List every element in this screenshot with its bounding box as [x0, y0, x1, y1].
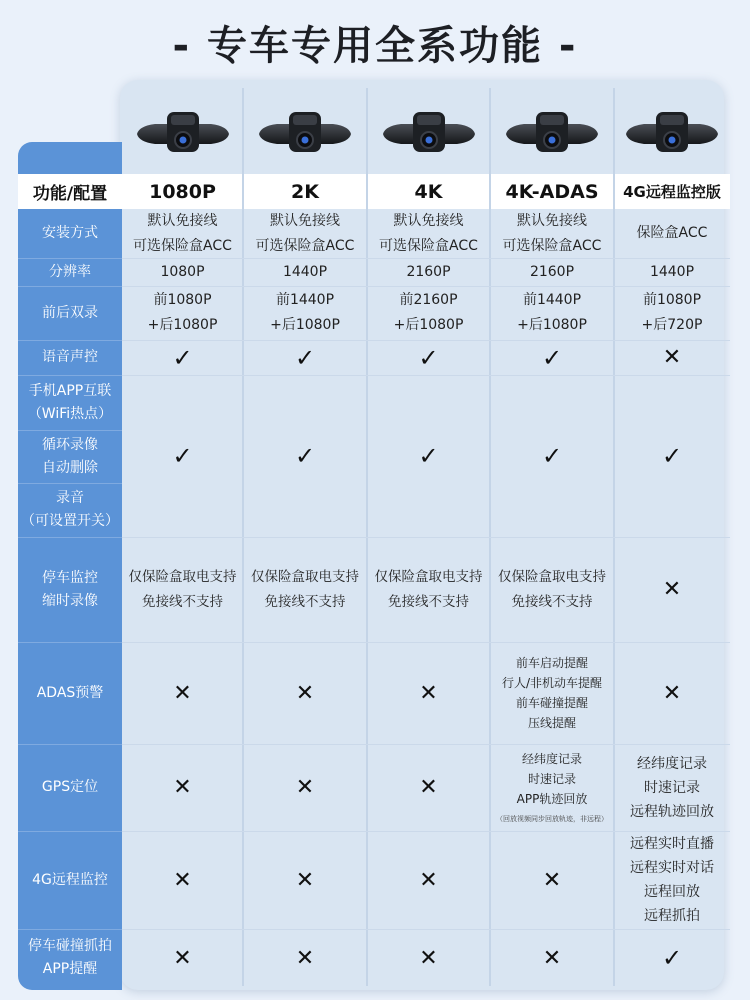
check-icon: ✓: [418, 343, 439, 372]
value-resolution-2: 1440P: [282, 263, 328, 280]
value-remote-4: [490, 831, 614, 929]
check-icon: ✓: [294, 442, 316, 470]
cross-icon: ✕: [295, 867, 315, 893]
value-parking-2: 仅保险盒取电支持 免接线不支持: [251, 568, 359, 610]
row-label-loop: 循环录像 自动删除: [42, 436, 98, 476]
column-header-5: 4G远程监控版: [623, 183, 721, 201]
check-icon: ✓: [172, 343, 193, 372]
value-app-group-3: [367, 375, 490, 537]
column-header-2: 2K: [291, 180, 319, 203]
value-voice-1: [122, 340, 243, 375]
value-parking-1: 仅保险盒取电支持 免接线不支持: [128, 568, 237, 610]
row-label-audio: 录音 （可设置开关）: [21, 490, 119, 529]
cross-icon: ✕: [419, 775, 438, 800]
row-label-dual: 前后双录: [42, 304, 98, 321]
value-adas-3: [367, 642, 490, 744]
value-resolution-4: 2160P: [529, 263, 575, 280]
value-install-4: 默认免接线 可选保险盒ACC: [502, 212, 602, 254]
row-label-remote: 4G远程监控: [32, 871, 108, 888]
row-label-adas: ADAS预警: [36, 684, 104, 701]
cross-icon: ✕: [419, 867, 438, 893]
check-icon: ✓: [661, 944, 683, 972]
row-label-voice: 语音声控: [42, 349, 98, 365]
value-gps-1: [122, 744, 243, 831]
dashcam-icon: [255, 104, 355, 164]
value-install-2: 默认免接线 可选保险盒ACC: [255, 212, 355, 254]
row-label-resolution: 分辨率: [49, 263, 91, 280]
value-install-5: 保险盒ACC: [636, 225, 708, 241]
cross-icon: ✕: [419, 945, 438, 971]
value-adas-2: [243, 642, 367, 744]
check-icon: ✓: [541, 442, 563, 470]
row-label-install: 安装方式: [42, 225, 98, 241]
page-title: - 专车专用全系功能 -: [172, 23, 578, 69]
value-adas-5: [614, 642, 730, 744]
cross-icon: ✕: [295, 945, 315, 971]
dashcam-icon: [379, 104, 479, 164]
value-gps-5: 经纬度记录 时速记录 远程轨迹回放: [630, 755, 714, 820]
check-icon: ✓: [661, 442, 683, 470]
value-gps-3: [367, 744, 490, 831]
value-collision-4: [490, 929, 614, 987]
value-collision-3: [367, 929, 490, 987]
value-dual-4: 前1440P +后1080P: [517, 292, 587, 333]
value-voice-4: [490, 340, 614, 375]
value-remote-5: 远程实时直播 远程实时对话 远程回放 远程抓拍: [630, 836, 714, 924]
check-icon: ✓: [294, 343, 316, 372]
dashcam-icon: [622, 104, 722, 164]
value-parking-3: 仅保险盒取电支持 免接线不支持: [374, 568, 483, 610]
cross-icon: ✕: [295, 680, 315, 706]
dashcam-icon: [133, 104, 233, 164]
column-header-1: 1080P: [149, 180, 216, 203]
cross-icon: ✕: [419, 680, 438, 706]
value-app-group-2: [243, 375, 367, 537]
check-icon: ✓: [172, 442, 193, 470]
value-dual-1: 前1080P +后1080P: [147, 292, 218, 333]
value-voice-5: [614, 340, 730, 375]
cross-icon: ✕: [662, 577, 682, 602]
column-header-3: 4K: [414, 180, 443, 203]
cross-icon: ✕: [295, 775, 315, 800]
value-adas-1: [122, 642, 243, 744]
value-dual-2: 前1440P +后1080P: [270, 292, 340, 333]
cross-icon: ✕: [173, 775, 192, 800]
value-dual-3: 前2160P +后1080P: [393, 292, 464, 333]
value-app-group-1: [122, 375, 243, 537]
check-icon: ✓: [418, 442, 439, 470]
value-voice-2: [243, 340, 367, 375]
value-install-3: 默认免接线 可选保险盒ACC: [379, 212, 478, 254]
value-parking-4: 仅保险盒取电支持 免接线不支持: [498, 568, 606, 610]
value-resolution-5: 1440P: [649, 263, 695, 280]
value-collision-2: [243, 929, 367, 987]
value-adas-4: 前车启动提醒 行人/非机动车提醒 前车碰撞提醒 压线提醒: [501, 656, 603, 730]
row-label-collision: 停车碰撞抓拍 APP提醒: [28, 938, 112, 977]
cross-icon: ✕: [662, 345, 682, 370]
value-gps-2: [243, 744, 367, 831]
row-label-parking: 停车监控 缩时录像: [42, 569, 98, 609]
value-app-group-4: [490, 375, 614, 537]
value-install-1: 默认免接线 可选保险盒ACC: [133, 212, 232, 254]
cross-icon: ✕: [662, 680, 682, 706]
column-header-4: 4K-ADAS: [505, 180, 599, 203]
value-remote-2: [243, 831, 367, 929]
header-corner: 功能/配置: [32, 184, 108, 204]
value-app-group-5: [614, 375, 730, 537]
value-parking-5: [614, 537, 730, 642]
cross-icon: ✕: [173, 945, 192, 971]
dashcam-icon: [502, 104, 602, 164]
value-resolution-3: 2160P: [406, 263, 451, 280]
value-dual-5: 前1080P +后720P: [641, 292, 703, 333]
value-voice-3: [367, 340, 490, 375]
cross-icon: ✕: [542, 867, 562, 893]
gps-adas-features: 经纬度记录 时速记录 APP轨迹回放: [516, 751, 588, 806]
check-icon: ✓: [541, 343, 563, 372]
value-collision-1: [122, 929, 243, 987]
row-label-app: 手机APP互联 （WiFi热点）: [27, 382, 113, 422]
value-gps-4: [490, 744, 614, 831]
cross-icon: ✕: [542, 945, 562, 971]
cross-icon: ✕: [173, 867, 192, 893]
value-remote-3: [367, 831, 490, 929]
cross-icon: ✕: [173, 680, 192, 706]
row-label-gps: GPS定位: [41, 779, 99, 795]
value-collision-5: [614, 929, 730, 987]
gps-footnote: （回放视频同步回放轨迹，非远程）: [496, 814, 608, 823]
value-remote-1: [122, 831, 243, 929]
value-resolution-1: 1080P: [160, 263, 205, 280]
